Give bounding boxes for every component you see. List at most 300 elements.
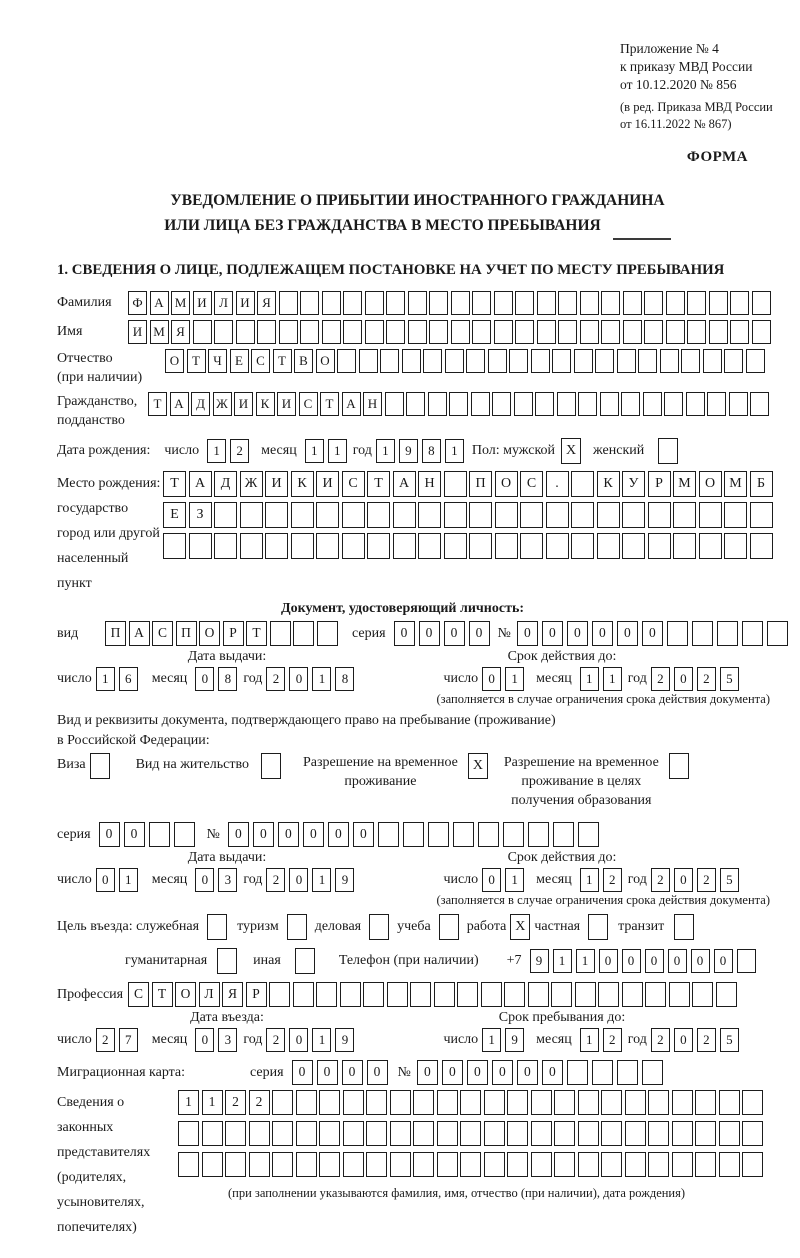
profession-cell[interactable]: [269, 982, 290, 1007]
patronymic-cell[interactable]: [724, 349, 743, 373]
mc-number-cell[interactable]: [617, 1060, 638, 1085]
profession-cell[interactable]: [622, 982, 643, 1007]
entry-day-cell[interactable]: 2: [96, 1028, 115, 1052]
profession-cell[interactable]: [598, 982, 619, 1007]
birthplace-row3-cell[interactable]: [316, 533, 339, 559]
profession-cell[interactable]: [692, 982, 713, 1007]
legal-representatives-row1-cell[interactable]: [319, 1090, 340, 1115]
profession-cell[interactable]: [551, 982, 572, 1007]
birth-year-cell[interactable]: 9: [399, 439, 418, 463]
citizenship-cell[interactable]: [686, 392, 705, 416]
doc-number-cell[interactable]: [767, 621, 788, 646]
doc-expiry-year-cell[interactable]: 2: [651, 667, 670, 691]
birthplace-row1-cell[interactable]: [444, 471, 467, 497]
legal-representatives-row2-cell[interactable]: [437, 1121, 458, 1146]
legal-representatives-row3-cell[interactable]: [296, 1152, 317, 1177]
legal-representatives-row2-cell[interactable]: [413, 1121, 434, 1146]
given-name-cell[interactable]: [365, 320, 384, 344]
doc-number-cell[interactable]: 0: [642, 621, 663, 646]
doc-expiry-year-cell[interactable]: 0: [674, 667, 693, 691]
surname-cell[interactable]: [687, 291, 706, 315]
permit-expiry-year-cell[interactable]: 2: [697, 868, 716, 892]
given-name-cell[interactable]: Я: [171, 320, 190, 344]
birthplace-row2-cell[interactable]: [520, 502, 543, 528]
doc-series-cell[interactable]: 0: [469, 621, 490, 646]
birthplace-row1-cell[interactable]: Б: [750, 471, 773, 497]
given-name-cell[interactable]: [322, 320, 341, 344]
legal-representatives-row3-cell[interactable]: [460, 1152, 481, 1177]
doc-series-cell[interactable]: 0: [394, 621, 415, 646]
purpose-business-checkbox[interactable]: [369, 914, 389, 940]
birthplace-row1-cell[interactable]: А: [189, 471, 212, 497]
citizenship-cell[interactable]: [643, 392, 662, 416]
legal-representatives-row3-cell[interactable]: [648, 1152, 669, 1177]
legal-representatives-row3-cell[interactable]: [484, 1152, 505, 1177]
doc-issue-month-cell[interactable]: 0: [195, 667, 214, 691]
permit-number-cell[interactable]: 0: [278, 822, 299, 847]
doc-expiry-month-cell[interactable]: 1: [580, 667, 599, 691]
legal-representatives-row3-cell[interactable]: [554, 1152, 575, 1177]
birthplace-row2-cell[interactable]: [597, 502, 620, 528]
surname-cell[interactable]: [558, 291, 577, 315]
profession-cell[interactable]: [434, 982, 455, 1007]
given-name-cell[interactable]: [752, 320, 771, 344]
birthplace-row1-cell[interactable]: Т: [367, 471, 390, 497]
patronymic-cell[interactable]: С: [251, 349, 270, 373]
birthplace-row1-cell[interactable]: П: [469, 471, 492, 497]
given-name-cell[interactable]: [386, 320, 405, 344]
doc-type-cell[interactable]: [293, 621, 314, 646]
legal-representatives-row1-cell[interactable]: [507, 1090, 528, 1115]
given-name-cell[interactable]: [257, 320, 276, 344]
surname-cell[interactable]: [343, 291, 362, 315]
permit-number-cell[interactable]: [428, 822, 449, 847]
birthplace-row3-cell[interactable]: [342, 533, 365, 559]
legal-representatives-row2-cell[interactable]: [225, 1121, 246, 1146]
citizenship-cell[interactable]: Д: [191, 392, 210, 416]
doc-type-cell[interactable]: О: [199, 621, 220, 646]
legal-representatives-row1-cell[interactable]: 2: [225, 1090, 246, 1115]
patronymic-cell[interactable]: [509, 349, 528, 373]
legal-representatives-row3-cell[interactable]: [578, 1152, 599, 1177]
patronymic-cell[interactable]: [359, 349, 378, 373]
birthplace-row2-cell[interactable]: [673, 502, 696, 528]
doc-number-cell[interactable]: [742, 621, 763, 646]
birthplace-row3-cell[interactable]: [571, 533, 594, 559]
surname-cell[interactable]: И: [193, 291, 212, 315]
permit-series-cell[interactable]: [174, 822, 195, 847]
permit-number-cell[interactable]: [403, 822, 424, 847]
profession-cell[interactable]: [387, 982, 408, 1007]
given-name-cell[interactable]: [236, 320, 255, 344]
sex-female-checkbox[interactable]: [658, 438, 678, 464]
legal-representatives-row1-cell[interactable]: [296, 1090, 317, 1115]
doc-type-cell[interactable]: Р: [223, 621, 244, 646]
mc-number-cell[interactable]: 0: [517, 1060, 538, 1085]
birthplace-row1-cell[interactable]: Д: [214, 471, 237, 497]
legal-representatives-row2-cell[interactable]: [319, 1121, 340, 1146]
legal-representatives-row1-cell[interactable]: [719, 1090, 740, 1115]
citizenship-cell[interactable]: [621, 392, 640, 416]
birthplace-row3-cell[interactable]: [495, 533, 518, 559]
birthplace-row1-cell[interactable]: М: [673, 471, 696, 497]
mc-series-cell[interactable]: 0: [342, 1060, 363, 1085]
profession-cell[interactable]: [669, 982, 690, 1007]
legal-representatives-row1-cell[interactable]: [484, 1090, 505, 1115]
stay-until-year-cell[interactable]: 2: [697, 1028, 716, 1052]
birthplace-row3-cell[interactable]: [597, 533, 620, 559]
phone-cell[interactable]: 0: [622, 949, 641, 973]
citizenship-cell[interactable]: [600, 392, 619, 416]
profession-cell[interactable]: [340, 982, 361, 1007]
patronymic-cell[interactable]: [337, 349, 356, 373]
legal-representatives-row3-cell[interactable]: [249, 1152, 270, 1177]
permit-expiry-day-cell[interactable]: 0: [482, 868, 501, 892]
birthplace-row3-cell[interactable]: [520, 533, 543, 559]
given-name-cell[interactable]: [709, 320, 728, 344]
doc-number-cell[interactable]: [717, 621, 738, 646]
surname-cell[interactable]: М: [171, 291, 190, 315]
mc-number-cell[interactable]: 0: [467, 1060, 488, 1085]
legal-representatives-row2-cell[interactable]: [742, 1121, 763, 1146]
legal-representatives-row3-cell[interactable]: [507, 1152, 528, 1177]
stay-until-year-cell[interactable]: 2: [651, 1028, 670, 1052]
phone-cell[interactable]: 9: [530, 949, 549, 973]
permit-number-cell[interactable]: [503, 822, 524, 847]
legal-representatives-row2-cell[interactable]: [390, 1121, 411, 1146]
legal-representatives-row2-cell[interactable]: [249, 1121, 270, 1146]
profession-cell[interactable]: О: [175, 982, 196, 1007]
birthplace-row1-cell[interactable]: К: [291, 471, 314, 497]
patronymic-cell[interactable]: [445, 349, 464, 373]
birth-year-cell[interactable]: 1: [376, 439, 395, 463]
legal-representatives-row1-cell[interactable]: [437, 1090, 458, 1115]
entry-year-cell[interactable]: 1: [312, 1028, 331, 1052]
doc-issue-year-cell[interactable]: 0: [289, 667, 308, 691]
permit-expiry-year-cell[interactable]: 2: [651, 868, 670, 892]
permit-issue-day-cell[interactable]: 1: [119, 868, 138, 892]
doc-type-cell[interactable]: П: [176, 621, 197, 646]
permit-issue-year-cell[interactable]: 9: [335, 868, 354, 892]
given-name-cell[interactable]: [343, 320, 362, 344]
surname-cell[interactable]: [300, 291, 319, 315]
given-name-cell[interactable]: [730, 320, 749, 344]
sex-male-checkbox[interactable]: X: [561, 438, 581, 464]
entry-year-cell[interactable]: 0: [289, 1028, 308, 1052]
patronymic-cell[interactable]: О: [165, 349, 184, 373]
legal-representatives-row2-cell[interactable]: [625, 1121, 646, 1146]
legal-representatives-row1-cell[interactable]: [390, 1090, 411, 1115]
doc-type-cell[interactable]: А: [129, 621, 150, 646]
patronymic-cell[interactable]: [660, 349, 679, 373]
permit-expiry-month-cell[interactable]: 2: [603, 868, 622, 892]
profession-cell[interactable]: [575, 982, 596, 1007]
legal-representatives-row3-cell[interactable]: [178, 1152, 199, 1177]
legal-representatives-row3-cell[interactable]: [531, 1152, 552, 1177]
purpose-other-checkbox[interactable]: [295, 948, 315, 974]
doc-number-cell[interactable]: [692, 621, 713, 646]
purpose-humanitarian-checkbox[interactable]: [217, 948, 237, 974]
birthplace-row2-cell[interactable]: [240, 502, 263, 528]
mc-number-cell[interactable]: 0: [442, 1060, 463, 1085]
birthplace-row2-cell[interactable]: [291, 502, 314, 528]
given-name-cell[interactable]: [644, 320, 663, 344]
legal-representatives-row3-cell[interactable]: [319, 1152, 340, 1177]
birthplace-row1-cell[interactable]: .: [546, 471, 569, 497]
citizenship-cell[interactable]: [578, 392, 597, 416]
given-name-cell[interactable]: [666, 320, 685, 344]
surname-cell[interactable]: [709, 291, 728, 315]
stay-until-month-cell[interactable]: 2: [603, 1028, 622, 1052]
phone-cell[interactable]: 0: [668, 949, 687, 973]
birthplace-row2-cell[interactable]: [444, 502, 467, 528]
entry-day-cell[interactable]: 7: [119, 1028, 138, 1052]
legal-representatives-row2-cell[interactable]: [460, 1121, 481, 1146]
birthplace-row3-cell[interactable]: [469, 533, 492, 559]
birthplace-row1-cell[interactable]: О: [495, 471, 518, 497]
purpose-transit-checkbox[interactable]: [674, 914, 694, 940]
birthplace-row2-cell[interactable]: [265, 502, 288, 528]
permit-expiry-day-cell[interactable]: 1: [505, 868, 524, 892]
citizenship-cell[interactable]: [514, 392, 533, 416]
given-name-cell[interactable]: [537, 320, 556, 344]
surname-cell[interactable]: [666, 291, 685, 315]
phone-cell[interactable]: 1: [553, 949, 572, 973]
citizenship-cell[interactable]: И: [277, 392, 296, 416]
birthplace-row3-cell[interactable]: [291, 533, 314, 559]
permit-issue-month-cell[interactable]: 0: [195, 868, 214, 892]
legal-representatives-row2-cell[interactable]: [202, 1121, 223, 1146]
birthplace-row2-cell[interactable]: [699, 502, 722, 528]
permit-number-cell[interactable]: [578, 822, 599, 847]
given-name-cell[interactable]: [687, 320, 706, 344]
profession-cell[interactable]: [645, 982, 666, 1007]
birthplace-row2-cell[interactable]: [648, 502, 671, 528]
profession-cell[interactable]: [716, 982, 737, 1007]
birth-year-cell[interactable]: 1: [445, 439, 464, 463]
surname-cell[interactable]: [752, 291, 771, 315]
purpose-private-checkbox[interactable]: [588, 914, 608, 940]
legal-representatives-row1-cell[interactable]: [531, 1090, 552, 1115]
doc-number-cell[interactable]: 0: [567, 621, 588, 646]
patronymic-cell[interactable]: [552, 349, 571, 373]
legal-representatives-row2-cell[interactable]: [343, 1121, 364, 1146]
given-name-cell[interactable]: [472, 320, 491, 344]
citizenship-cell[interactable]: [428, 392, 447, 416]
birth-day-cell[interactable]: 2: [230, 439, 249, 463]
doc-expiry-day-cell[interactable]: 0: [482, 667, 501, 691]
doc-expiry-year-cell[interactable]: 5: [720, 667, 739, 691]
profession-cell[interactable]: Я: [222, 982, 243, 1007]
legal-representatives-row1-cell[interactable]: [578, 1090, 599, 1115]
patronymic-cell[interactable]: [402, 349, 421, 373]
doc-series-cell[interactable]: 0: [444, 621, 465, 646]
mc-series-cell[interactable]: 0: [317, 1060, 338, 1085]
birth-month-cell[interactable]: 1: [305, 439, 324, 463]
surname-cell[interactable]: [365, 291, 384, 315]
patronymic-cell[interactable]: [703, 349, 722, 373]
doc-type-cell[interactable]: Т: [246, 621, 267, 646]
birthplace-row3-cell[interactable]: [189, 533, 212, 559]
legal-representatives-row3-cell[interactable]: [601, 1152, 622, 1177]
permit-number-cell[interactable]: 0: [353, 822, 374, 847]
surname-cell[interactable]: Л: [214, 291, 233, 315]
profession-cell[interactable]: [457, 982, 478, 1007]
permit-number-cell[interactable]: 0: [228, 822, 249, 847]
mc-number-cell[interactable]: 0: [542, 1060, 563, 1085]
birthplace-row3-cell[interactable]: [724, 533, 747, 559]
birthplace-row3-cell[interactable]: [265, 533, 288, 559]
doc-type-cell[interactable]: С: [152, 621, 173, 646]
given-name-cell[interactable]: [451, 320, 470, 344]
legal-representatives-row3-cell[interactable]: [719, 1152, 740, 1177]
legal-representatives-row1-cell[interactable]: [460, 1090, 481, 1115]
patronymic-cell[interactable]: [423, 349, 442, 373]
given-name-cell[interactable]: [515, 320, 534, 344]
given-name-cell[interactable]: [623, 320, 642, 344]
mc-series-cell[interactable]: 0: [367, 1060, 388, 1085]
patronymic-cell[interactable]: [638, 349, 657, 373]
doc-number-cell[interactable]: 0: [542, 621, 563, 646]
birthplace-row2-cell[interactable]: Е: [163, 502, 186, 528]
doc-type-cell[interactable]: [317, 621, 338, 646]
phone-cell[interactable]: [737, 949, 756, 973]
given-name-cell[interactable]: И: [128, 320, 147, 344]
given-name-cell[interactable]: [580, 320, 599, 344]
citizenship-cell[interactable]: [535, 392, 554, 416]
citizenship-cell[interactable]: [664, 392, 683, 416]
permit-issue-month-cell[interactable]: 3: [218, 868, 237, 892]
profession-cell[interactable]: [504, 982, 525, 1007]
purpose-study-checkbox[interactable]: [439, 914, 459, 940]
birthplace-row1-cell[interactable]: И: [265, 471, 288, 497]
surname-cell[interactable]: [601, 291, 620, 315]
entry-year-cell[interactable]: 2: [266, 1028, 285, 1052]
permit-expiry-year-cell[interactable]: 5: [720, 868, 739, 892]
doc-number-cell[interactable]: 0: [517, 621, 538, 646]
legal-representatives-row1-cell[interactable]: 1: [202, 1090, 223, 1115]
given-name-cell[interactable]: [408, 320, 427, 344]
surname-cell[interactable]: [429, 291, 448, 315]
surname-cell[interactable]: [537, 291, 556, 315]
purpose-tourism-checkbox[interactable]: [287, 914, 307, 940]
birthplace-row2-cell[interactable]: [367, 502, 390, 528]
birthplace-row3-cell[interactable]: [418, 533, 441, 559]
birthplace-row3-cell[interactable]: [622, 533, 645, 559]
surname-cell[interactable]: [644, 291, 663, 315]
doc-issue-year-cell[interactable]: 1: [312, 667, 331, 691]
citizenship-cell[interactable]: Т: [148, 392, 167, 416]
profession-cell[interactable]: [481, 982, 502, 1007]
surname-cell[interactable]: [408, 291, 427, 315]
entry-month-cell[interactable]: 3: [218, 1028, 237, 1052]
entry-year-cell[interactable]: 9: [335, 1028, 354, 1052]
citizenship-cell[interactable]: Ж: [213, 392, 232, 416]
surname-cell[interactable]: [494, 291, 513, 315]
legal-representatives-row3-cell[interactable]: [742, 1152, 763, 1177]
legal-representatives-row3-cell[interactable]: [437, 1152, 458, 1177]
temp-residence-checkbox[interactable]: X: [468, 753, 488, 779]
surname-cell[interactable]: А: [150, 291, 169, 315]
birthplace-row2-cell[interactable]: [316, 502, 339, 528]
birthplace-row2-cell[interactable]: [750, 502, 773, 528]
doc-issue-year-cell[interactable]: 2: [266, 667, 285, 691]
citizenship-cell[interactable]: [406, 392, 425, 416]
birthplace-row2-cell[interactable]: [622, 502, 645, 528]
legal-representatives-row1-cell[interactable]: [672, 1090, 693, 1115]
surname-cell[interactable]: [279, 291, 298, 315]
permit-number-cell[interactable]: [528, 822, 549, 847]
birthplace-row1-cell[interactable]: И: [316, 471, 339, 497]
legal-representatives-row3-cell[interactable]: [390, 1152, 411, 1177]
birthplace-row1-cell[interactable]: Н: [418, 471, 441, 497]
legal-representatives-row2-cell[interactable]: [507, 1121, 528, 1146]
doc-expiry-year-cell[interactable]: 2: [697, 667, 716, 691]
permit-expiry-year-cell[interactable]: 0: [674, 868, 693, 892]
phone-cell[interactable]: 0: [599, 949, 618, 973]
doc-expiry-day-cell[interactable]: 1: [505, 667, 524, 691]
birthplace-row1-cell[interactable]: [571, 471, 594, 497]
legal-representatives-row2-cell[interactable]: [672, 1121, 693, 1146]
birthplace-row2-cell[interactable]: [342, 502, 365, 528]
temp-residence-edu-checkbox[interactable]: [669, 753, 689, 779]
citizenship-cell[interactable]: [471, 392, 490, 416]
given-name-cell[interactable]: [214, 320, 233, 344]
mc-number-cell[interactable]: [567, 1060, 588, 1085]
birthplace-row1-cell[interactable]: У: [622, 471, 645, 497]
given-name-cell[interactable]: [193, 320, 212, 344]
given-name-cell[interactable]: [300, 320, 319, 344]
birthplace-row1-cell[interactable]: С: [520, 471, 543, 497]
profession-cell[interactable]: С: [128, 982, 149, 1007]
legal-representatives-row1-cell[interactable]: [366, 1090, 387, 1115]
patronymic-cell[interactable]: О: [316, 349, 335, 373]
patronymic-cell[interactable]: [380, 349, 399, 373]
mc-series-cell[interactable]: 0: [292, 1060, 313, 1085]
given-name-cell[interactable]: [601, 320, 620, 344]
legal-representatives-row3-cell[interactable]: [202, 1152, 223, 1177]
mc-number-cell[interactable]: [592, 1060, 613, 1085]
phone-cell[interactable]: 1: [576, 949, 595, 973]
legal-representatives-row3-cell[interactable]: [625, 1152, 646, 1177]
birthplace-row3-cell[interactable]: [367, 533, 390, 559]
legal-representatives-row1-cell[interactable]: [413, 1090, 434, 1115]
legal-representatives-row3-cell[interactable]: [343, 1152, 364, 1177]
legal-representatives-row2-cell[interactable]: [531, 1121, 552, 1146]
doc-number-cell[interactable]: 0: [617, 621, 638, 646]
surname-cell[interactable]: [472, 291, 491, 315]
legal-representatives-row1-cell[interactable]: [343, 1090, 364, 1115]
purpose-work-checkbox[interactable]: X: [510, 914, 530, 940]
legal-representatives-row1-cell[interactable]: 2: [249, 1090, 270, 1115]
citizenship-cell[interactable]: [750, 392, 769, 416]
legal-representatives-row3-cell[interactable]: [366, 1152, 387, 1177]
citizenship-cell[interactable]: [707, 392, 726, 416]
birthplace-row1-cell[interactable]: Т: [163, 471, 186, 497]
surname-cell[interactable]: [515, 291, 534, 315]
stay-until-year-cell[interactable]: 0: [674, 1028, 693, 1052]
legal-representatives-row1-cell[interactable]: [695, 1090, 716, 1115]
birthplace-row3-cell[interactable]: [546, 533, 569, 559]
citizenship-cell[interactable]: [729, 392, 748, 416]
birthplace-row1-cell[interactable]: О: [699, 471, 722, 497]
patronymic-cell[interactable]: [617, 349, 636, 373]
legal-representatives-row3-cell[interactable]: [672, 1152, 693, 1177]
doc-issue-day-cell[interactable]: 6: [119, 667, 138, 691]
profession-cell[interactable]: Л: [199, 982, 220, 1007]
birthplace-row2-cell[interactable]: [418, 502, 441, 528]
given-name-cell[interactable]: [429, 320, 448, 344]
